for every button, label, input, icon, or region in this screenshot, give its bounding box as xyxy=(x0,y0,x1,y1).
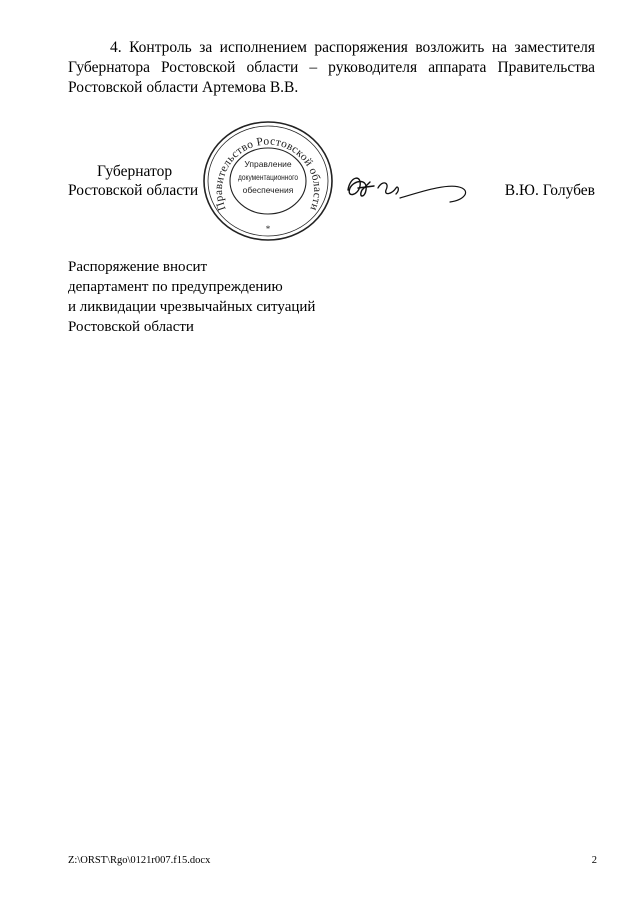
submitter-line: Распоряжение вносит xyxy=(68,259,208,275)
governor-title: Губернатор xyxy=(97,163,173,180)
governor-name: В.Ю. Голубев xyxy=(504,182,595,199)
svg-text:*: * xyxy=(265,224,271,234)
governor-region: Ростовской области xyxy=(68,182,199,199)
submitter-line: и ликвидации чрезвычайных ситуаций xyxy=(68,299,316,315)
footer-page-number: 2 xyxy=(591,855,597,866)
control-paragraph xyxy=(68,38,595,98)
handwritten-signature xyxy=(340,168,480,208)
seal-inner-line: обеспечения xyxy=(242,185,294,195)
paragraph-line: Губернатора Ростовской области – руководителя аппарата Правительства xyxy=(68,59,595,76)
seal-inner-line: Управление xyxy=(244,159,292,169)
submitter-block xyxy=(68,257,315,337)
paragraph-line: 4. Контроль за исполнением распоряжения возложить на заместителя xyxy=(110,39,595,56)
submitter-line: Ростовской области xyxy=(68,319,194,335)
footer-file-path: Z:\ORST\Rgo\0121r007.f15.docx xyxy=(68,855,211,866)
seal-inner-line: документационного xyxy=(238,173,299,182)
submitter-line: департамент по предупреждению xyxy=(68,279,283,295)
seal-ring-text: Правительство Ростовской области xyxy=(212,135,324,213)
paragraph-line: Ростовской области Артемова В.В. xyxy=(68,79,299,96)
official-seal-icon xyxy=(201,119,335,243)
